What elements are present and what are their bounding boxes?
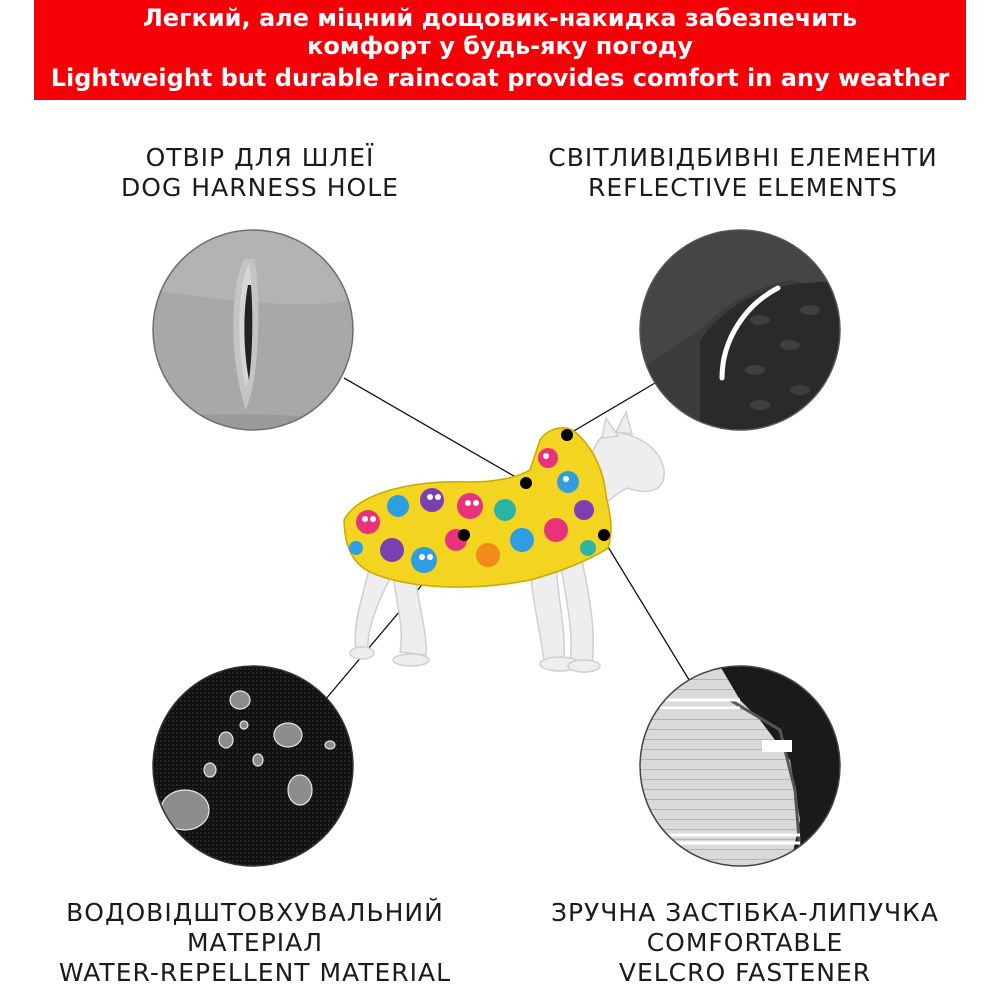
label-velcro-en-2: VELCRO FASTENER	[618, 958, 872, 987]
label-velcro	[520, 898, 970, 988]
label-velcro-ua: ЗРУЧНА ЗАСТІБКА-ЛИПУЧКА	[550, 898, 940, 927]
label-velcro-en-1: COMFORTABLE	[646, 928, 844, 957]
label-harness-hole-ua: ОТВІР ДЛЯ ШЛЕЇ	[145, 143, 375, 172]
label-reflective	[518, 143, 968, 203]
banner-line-ua-2: комфорт у будь-яку погоду	[307, 32, 693, 60]
label-reflective-en: REFLECTIVE ELEMENTS	[588, 173, 898, 202]
water-repellent-closeup	[153, 666, 353, 866]
label-water-repellent-ua-2: МАТЕРІАЛ	[186, 928, 324, 957]
label-harness-hole	[80, 143, 440, 203]
label-reflective-ua: СВІТЛИВІДБИВНІ ЕЛЕМЕНТИ	[548, 143, 938, 172]
banner-line-ua-1: Легкий, але міцний дощовик-накидка забезпечить	[142, 4, 858, 32]
label-water-repellent	[30, 898, 480, 988]
label-harness-hole-en: DOG HARNESS HOLE	[121, 173, 399, 202]
banner-line-en: Lightweight but durable raincoat provides comfort in any weather	[50, 64, 950, 92]
label-water-repellent-en: WATER-REPELLENT MATERIAL	[58, 958, 452, 987]
yellow-raincoat	[344, 428, 611, 587]
harness-hole-closeup	[153, 230, 353, 430]
label-water-repellent-ua-1: ВОДОВІДШТОВХУВАЛЬНИЙ	[66, 898, 444, 927]
velcro-closeup	[640, 666, 840, 866]
reflective-closeup	[640, 230, 840, 430]
